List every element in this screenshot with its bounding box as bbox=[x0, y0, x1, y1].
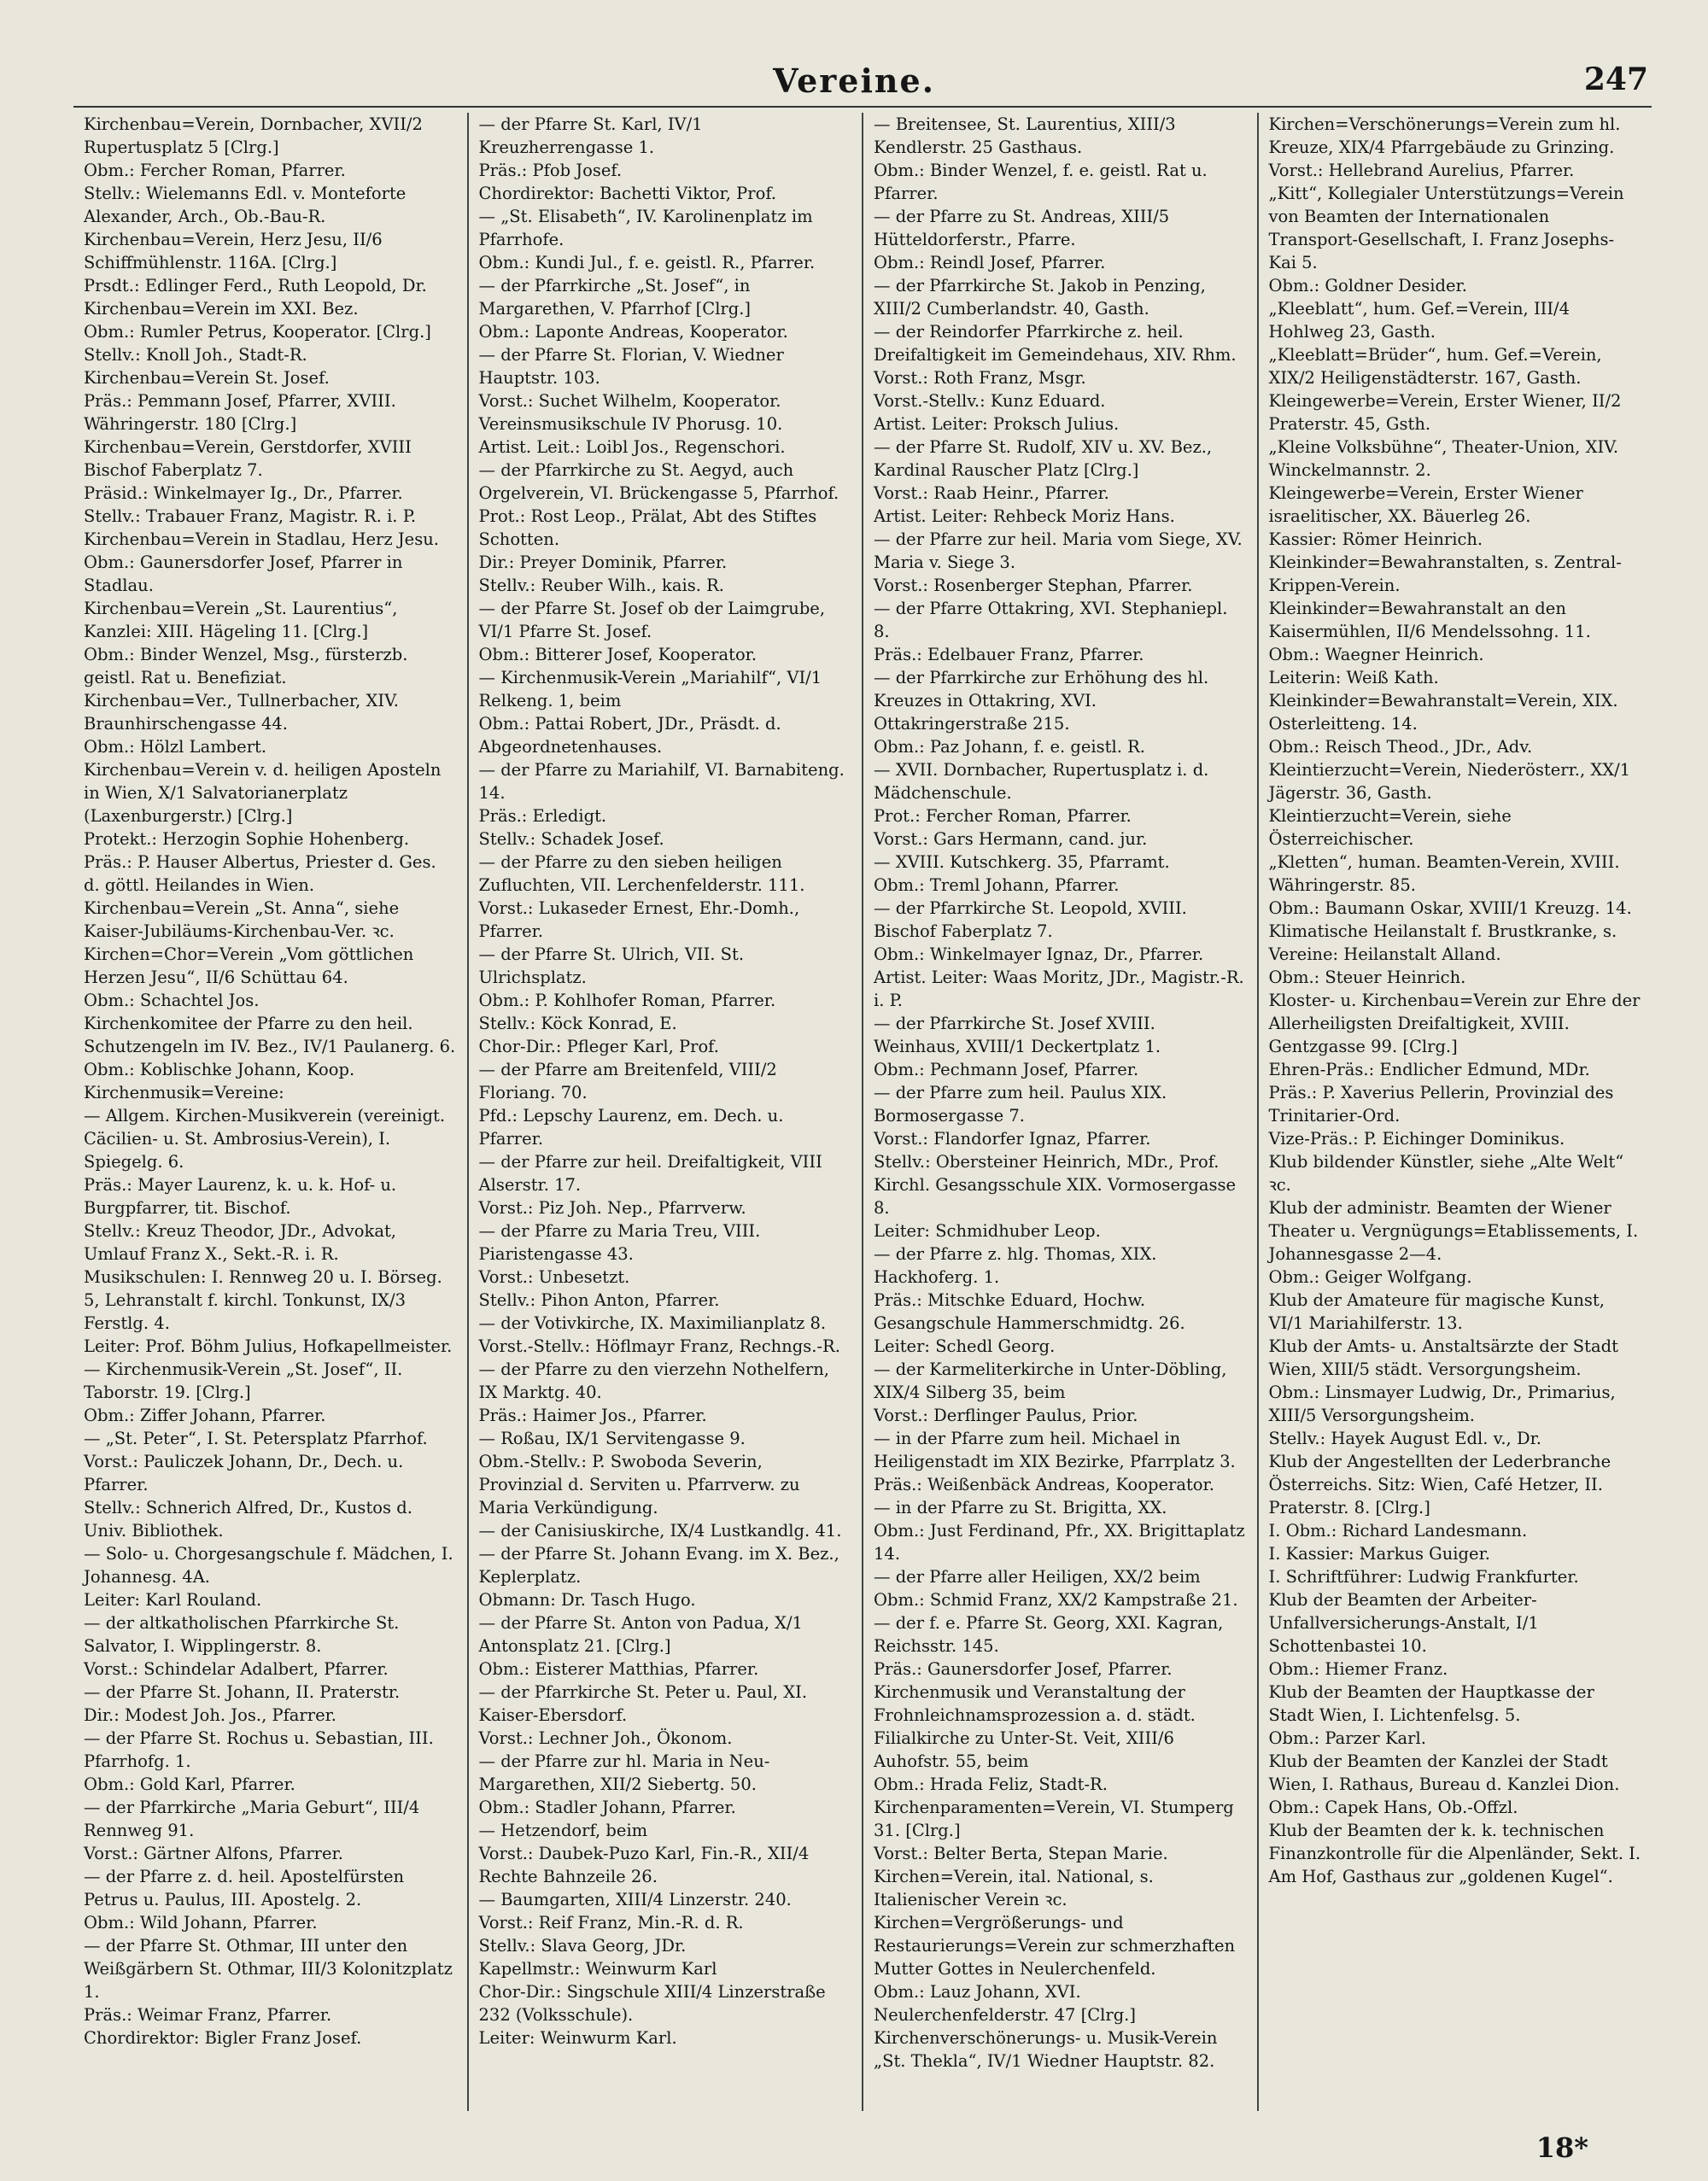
column-1: Kirchenbau=Verein, Dornbacher, XVII/2 Rupertusplatz 5 [Clrg.] Obm.: Fercher Roman, Pfarrer. Stellv.: Wielemanns Edl. v. Monteforte Alexander, Arch., Ob.-Bau-R. Kirchenbau=Verein, Herz Jesu, II/6 Schiffmühlenstr. 116A. [Clrg.] Prsdt.: Edlinger Ferd., Ruth Leopold, Dr. Kirchenbau=Verein im XXI. Bez. Obm.: Rumler Petrus, Kooperator. [Clrg.] Stellv.: Knoll Joh., Stadt-R. Kirchenbau=Verein St. Josef. Präs.: Pemmann Josef, Pfarrer, XVIII. Währingerstr. 180 [Clrg.] Kirchenbau=Verein, Gerstdorfer, XVIII Bischof Faberplatz 7. Präsid.: Winkelmayer Ig., Dr., Pfarrer. Stellv.: Trabauer Franz, Magistr. R. i. P. Kirchenbau=Verein in Stadlau, Herz Jesu. Obm.: Gaunersdorfer Josef, Pfarrer in Stadlau. Kirchenbau=Verein „St. Laurentius“, Kanzlei: XIII. Hägeling 11. [Clrg.] Obm.: Binder Wenzel, Msg., fürsterzb. geistl. Rat u. Benefiziat. Kirchenbau=Ver., Tullnerbacher, XIV. Braunhirschengasse 44. Obm.: Hölzl Lambert. Kirchenbau=Verein v. d. heiligen Aposteln in Wien, X/1 Salvatorianerplatz (Laxenburgerstr.) [Clrg.] Protekt.: Herzogin Sophie Hohenberg. Präs.: P. Hauser Albertus, Priester d. Ges. d. göttl. Heilandes in Wien. Kirchenbau=Verein „St. Anna“, siehe Kaiser-Jubiläums-Kirchenbau-Ver. ꝛc. Kirchen=Chor=Verein „Vom göttlichen Herzen Jesu“, II/6 Schüttau 64. Obm.: Schachtel Jos. Kirchenkomitee der Pfarre zu den heil. Schutzengeln im IV. Bez., IV/1 Paulanerg. 6. Obm.: Koblischke Johann, Koop. Kirchenmusik=Vereine: — Allgem. Kirchen-Musikverein (vereinigt. Cäcilien- u. St. Ambrosius-Verein), I. Spiegelg. 6. Präs.: Mayer Laurenz, k. u. k. Hof- u. Burgpfarrer, tit. Bischof. Stellv.: Kreuz Theodor, JDr., Advokat, Umlauf Franz X., Sekt.-R. i. R. Musikschulen: I. Rennweg 20 u. I. Börseg. 5, Lehranstalt f. kirchl. Tonkunst, IX/3 Ferstlg. 4. Leiter: Prof. Böhm Julius, Hofkapellmeister. — Kirchenmusik-Verein „St. Josef“, II. Taborstr. 19. [Clrg.] Obm.: Ziffer Johann, Pfarrer. — „St. Peter“, I. St. Petersplatz Pfarrhof. Vorst.: Pauliczek Johann, Dr., Dech. u. Pfarrer. Stellv.: Schnerich Alfred, Dr., Kustos d. Univ. Bibliothek. — Solo- u. Chorgesangschule f. Mädchen, I. Johannesg. 4A. Leiter: Karl Rouland. — der altkatholischen Pfarrkirche St. Salvator, I. Wipplingerstr. 8. Vorst.: Schindelar Adalbert, Pfarrer. — der Pfarre St. Johann, II. Praterstr. Dir.: Modest Joh. Jos., Pfarrer. — der Pfarre St. Rochus u. Sebastian, III. Pfarrhofg. 1. Obm.: Gold Karl, Pfarrer. — der Pfarrkirche „Maria Geburt“, III/4 Rennweg 91. Vorst.: Gärtner Alfons, Pfarrer. — der Pfarre z. d. heil. Apostelfürsten Petrus u. Paulus, III. Apostelg. 2. Obm.: Wild Johann, Pfarrer. — der Pfarre St. Othmar, III unter den Weißgärbern St. Othmar, III/3 Kolonitzplatz 1. Präs.: Weimar Franz, Pfarrer. Chordirektor: Bigler Franz Josef. bbox=[73, 113, 469, 2111]
signature-mark: 18* bbox=[1535, 2131, 1588, 2164]
text-columns bbox=[73, 113, 1652, 2111]
running-head-title: Vereine. bbox=[773, 61, 935, 100]
column-2: — der Pfarre St. Karl, IV/1 Kreuzherrengasse 1. Präs.: Pfob Josef. Chordirektor: Bachetti Viktor, Prof. — „St. Elisabeth“, IV. Karolinenplatz im Pfarrhofe. Obm.: Kundi Jul., f. e. geistl. R., Pfarrer. — der Pfarrkirche „St. Josef“, in Margarethen, V. Pfarrhof [Clrg.] Obm.: Laponte Andreas, Kooperator. — der Pfarre St. Florian, V. Wiedner Hauptstr. 103. Vorst.: Suchet Wilhelm, Kooperator. Vereinsmusikschule IV Phorusg. 10. Artist. Leit.: Loibl Jos., Regenschori. — der Pfarrkirche zu St. Aegyd, auch Orgelverein, VI. Brückengasse 5, Pfarrhof. Prot.: Rost Leop., Prälat, Abt des Stiftes Schotten. Dir.: Preyer Dominik, Pfarrer. Stellv.: Reuber Wilh., kais. R. — der Pfarre St. Josef ob der Laimgrube, VI/1 Pfarre St. Josef. Obm.: Bitterer Josef, Kooperator. — Kirchenmusik-Verein „Mariahilf“, VI/1 Relkeng. 1, beim Obm.: Pattai Robert, JDr., Präsdt. d. Abgeordnetenhauses. — der Pfarre zu Mariahilf, VI. Barnabiteng. 14. Präs.: Erledigt. Stellv.: Schadek Josef. — der Pfarre zu den sieben heiligen Zufluchten, VII. Lerchenfelderstr. 111. Vorst.: Lukaseder Ernest, Ehr.-Domh., Pfarrer. — der Pfarre St. Ulrich, VII. St. Ulrichsplatz. Obm.: P. Kohlhofer Roman, Pfarrer. Stellv.: Köck Konrad, E. Chor-Dir.: Pfleger Karl, Prof. — der Pfarre am Breitenfeld, VIII/2 Floriang. 70. Pfd.: Lepschy Laurenz, em. Dech. u. Pfarrer. — der Pfarre zur heil. Dreifaltigkeit, VIII Alserstr. 17. Vorst.: Piz Joh. Nep., Pfarrverw. — der Pfarre zu Maria Treu, VIII. Piaristengasse 43. Vorst.: Unbesetzt. Stellv.: Pihon Anton, Pfarrer. — der Votivkirche, IX. Maximilianplatz 8. Vorst.-Stellv.: Höflmayr Franz, Rechngs.-R. — der Pfarre zu den vierzehn Nothelfern, IX Marktg. 40. Präs.: Haimer Jos., Pfarrer. — Roßau, IX/1 Servitengasse 9. Obm.-Stellv.: P. Swoboda Severin, Provinzial d. Serviten u. Pfarrverw. zu Maria Verkündigung. — der Canisiuskirche, IX/4 Lustkandlg. 41. — der Pfarre St. Johann Evang. im X. Bez., Keplerplatz. Obmann: Dr. Tasch Hugo. — der Pfarre St. Anton von Padua, X/1 Antonsplatz 21. [Clrg.] Obm.: Eisterer Matthias, Pfarrer. — der Pfarrkirche St. Peter u. Paul, XI. Kaiser-Ebersdorf. Vorst.: Lechner Joh., Ökonom. — der Pfarre zur hl. Maria in Neu-Margarethen, XII/2 Siebertg. 50. Obm.: Stadler Johann, Pfarrer. — Hetzendorf, beim Vorst.: Daubek-Puzo Karl, Fin.-R., XII/4 Rechte Bahnzeile 26. — Baumgarten, XIII/4 Linzerstr. 240. Vorst.: Reif Franz, Min.-R. d. R. Stellv.: Slava Georg, JDr. Kapellmstr.: Weinwurm Karl Chor-Dir.: Singschule XIII/4 Linzerstraße 232 (Volksschule). Leiter: Weinwurm Karl. bbox=[469, 113, 864, 2111]
running-head bbox=[0, 61, 1708, 104]
column-4: Kirchen=Verschönerungs=Verein zum hl. Kreuze, XIX/4 Pfarrgebäude zu Grinzing. Vorst.: Hellebrand Aurelius, Pfarrer. „Kitt“, Kollegialer Unterstützungs=Verein von Beamten der Internationalen Transport-Gesellschaft, I. Franz Josephs-Kai 5. Obm.: Goldner Desider. „Kleeblatt“, hum. Gef.=Verein, III/4 Hohlweg 23, Gasth. „Kleeblatt=Brüder“, hum. Gef.=Verein, XIX/2 Heiligenstädterstr. 167, Gasth. Kleingewerbe=Verein, Erster Wiener, II/2 Praterstr. 45, Gsth. „Kleine Volksbühne“, Theater-Union, XIV. Winckelmannstr. 2. Kleingewerbe=Verein, Erster Wiener israelitischer, XX. Bäuerleg 26. Kassier: Römer Heinrich. Kleinkinder=Bewahranstalten, s. Zentral-Krippen-Verein. Kleinkinder=Bewahranstalt an den Kaisermühlen, II/6 Mendelssohng. 11. Obm.: Waegner Heinrich. Leiterin: Weiß Kath. Kleinkinder=Bewahranstalt=Verein, XIX. Osterleitteng. 14. Obm.: Reisch Theod., JDr., Adv. Kleintierzucht=Verein, Niederösterr., XX/1 Jägerstr. 36, Gasth. Kleintierzucht=Verein, siehe Österreichischer. „Kletten“, human. Beamten-Verein, XVIII. Währingerstr. 85. Obm.: Baumann Oskar, XVIII/1 Kreuzg. 14. Klimatische Heilanstalt f. Brustkranke, s. Vereine: Heilanstalt Alland. Obm.: Steuer Heinrich. Kloster- u. Kirchenbau=Verein zur Ehre der Allerheiligsten Dreifaltigkeit, XVIII. Gentzgasse 99. [Clrg.] Ehren-Präs.: Endlicher Edmund, MDr. Präs.: P. Xaverius Pellerin, Provinzial des Trinitarier-Ord. Vize-Präs.: P. Eichinger Dominikus. Klub bildender Künstler, siehe „Alte Welt“ ꝛc. Klub der administr. Beamten der Wiener Theater u. Vergnügungs=Etablissements, I. Johannesgasse 2—4. Obm.: Geiger Wolfgang. Klub der Amateure für magische Kunst, VI/1 Mariahilferstr. 13. Klub der Amts- u. Anstaltsärzte der Stadt Wien, XIII/5 städt. Versorgungsheim. Obm.: Linsmayer Ludwig, Dr., Primarius, XIII/5 Versorgungsheim. Stellv.: Hayek August Edl. v., Dr. Klub der Angestellten der Lederbranche Österreichs. Sitz: Wien, Café Hetzer, II. Praterstr. 8. [Clrg.] I. Obm.: Richard Landesmann. I. Kassier: Markus Guiger. I. Schriftführer: Ludwig Frankfurter. Klub der Beamten der Arbeiter-Unfallversicherungs-Anstalt, I/1 Schottenbastei 10. Obm.: Hiemer Franz. Klub der Beamten der Hauptkasse der Stadt Wien, I. Lichtenfelsg. 5. Obm.: Parzer Karl. Klub der Beamten der Kanzlei der Stadt Wien, I. Rathaus, Bureau d. Kanzlei Dion. Obm.: Capek Hans, Ob.-Offzl. Klub der Beamten der k. k. technischen Finanzkontrolle für die Alpenländer, Sekt. I. Am Hof, Gasthaus zur „goldenen Kugel“. bbox=[1268, 114, 1641, 1886]
column-3: — Breitensee, St. Laurentius, XIII/3 Kendlerstr. 25 Gasthaus. Obm.: Binder Wenzel, f. e. geistl. Rat u. Pfarrer. — der Pfarre zu St. Andreas, XIII/5 Hütteldorferstr., Pfarre. Obm.: Reindl Josef, Pfarrer. — der Pfarrkirche St. Jakob in Penzing, XIII/2 Cumberlandstr. 40, Gasth. — der Reindorfer Pfarrkirche z. heil. Dreifaltigkeit im Gemeindehaus, XIV. Rhm. Vorst.: Roth Franz, Msgr. Vorst.-Stellv.: Kunz Eduard. Artist. Leiter: Proksch Julius. — der Pfarre St. Rudolf, XIV u. XV. Bez., Kardinal Rauscher Platz [Clrg.] Vorst.: Raab Heinr., Pfarrer. Artist. Leiter: Rehbeck Moriz Hans. — der Pfarre zur heil. Maria vom Siege, XV. Maria v. Siege 3. Vorst.: Rosenberger Stephan, Pfarrer. — der Pfarre Ottakring, XVI. Stephaniepl. 8. Präs.: Edelbauer Franz, Pfarrer. — der Pfarrkirche zur Erhöhung des hl. Kreuzes in Ottakring, XVI. Ottakringerstraße 215. Obm.: Paz Johann, f. e. geistl. R. — XVII. Dornbacher, Rupertusplatz i. d. Mädchenschule. Prot.: Fercher Roman, Pfarrer. Vorst.: Gars Hermann, cand. jur. — XVIII. Kutschkerg. 35, Pfarramt. Obm.: Treml Johann, Pfarrer. — der Pfarrkirche St. Leopold, XVIII. Bischof Faberplatz 7. Obm.: Winkelmayer Ignaz, Dr., Pfarrer. Artist. Leiter: Waas Moritz, JDr., Magistr.-R. i. P. — der Pfarrkirche St. Josef XVIII. Weinhaus, XVIII/1 Deckertplatz 1. Obm.: Pechmann Josef, Pfarrer. — der Pfarre zum heil. Paulus XIX. Bormosergasse 7. Vorst.: Flandorfer Ignaz, Pfarrer. Stellv.: Obersteiner Heinrich, MDr., Prof. Kirchl. Gesangsschule XIX. Vormosergasse 8. Leiter: Schmidhuber Leop. — der Pfarre z. hlg. Thomas, XIX. Hackhoferg. 1. Präs.: Mitschke Eduard, Hochw. Gesangschule Hammerschmidtg. 26. Leiter: Schedl Georg. — der Karmeliterkirche in Unter-Döbling, XIX/4 Silberg 35, beim Vorst.: Derflinger Paulus, Prior. — in der Pfarre zum heil. Michael in Heiligenstadt im XIX Bezirke, Pfarrplatz 3. Präs.: Weißenbäck Andreas, Kooperator. — in der Pfarre zu St. Brigitta, XX. Obm.: Just Ferdinand, Pfr., XX. Brigittaplatz 14. — der Pfarre aller Heiligen, XX/2 beim Obm.: Schmid Franz, XX/2 Kampstraße 21. — der f. e. Pfarre St. Georg, XXI. Kagran, Reichsstr. 145. Präs.: Gaunersdorfer Josef, Pfarrer. Kirchenmusik und Veranstaltung der Frohnleichnamsprozession a. d. städt. Filialkirche zu Unter-St. Veit, XIII/6 Auhofstr. 55, beim Obm.: Hrada Feliz, Stadt-R. Kirchenparamenten=Verein, VI. Stumperg 31. [Clrg.] Vorst.: Belter Berta, Stepan Marie. Kirchen=Verein, ital. National, s. Italienischer Verein ꝛc. Kirchen=Vergrößerungs- und Restaurierungs=Verein zur schmerzhaften Mutter Gottes in Neulerchenfeld. Obm.: Lauz Johann, XVI. Neulerchenfelderstr. 47 [Clrg.] Kirchenverschönerungs- u. Musik-Verein „St. Thekla“, IV/1 Wiedner Hauptstr. 82. bbox=[863, 113, 1259, 2111]
header-rule bbox=[73, 106, 1652, 108]
page-number: 247 bbox=[1583, 61, 1648, 97]
